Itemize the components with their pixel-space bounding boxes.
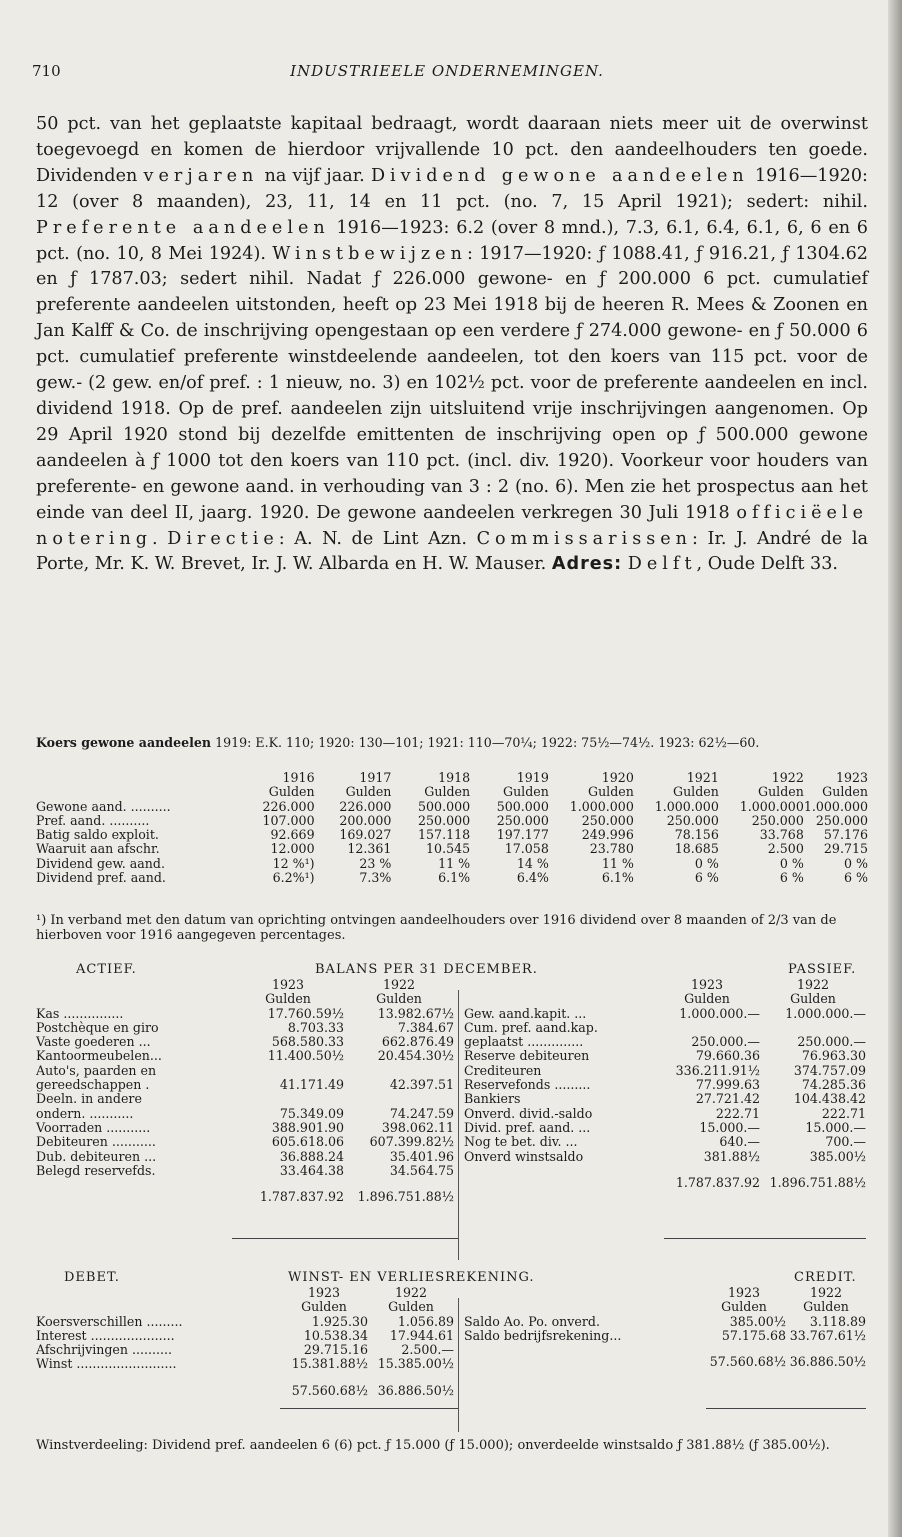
stats-cell: 250.000 xyxy=(418,812,471,828)
table-row xyxy=(36,1329,454,1343)
stats-cell: 12.000 xyxy=(270,841,315,857)
activa-value-1922: 398.062.11 xyxy=(381,1119,454,1135)
stats-cell: 12.361 xyxy=(347,841,392,857)
debet-spacer-cell xyxy=(36,1372,454,1384)
activa-row-label: Kantoormeubelen... xyxy=(36,1048,162,1064)
table-row xyxy=(464,1078,866,1092)
passiva-year: 1923 xyxy=(690,977,724,992)
body-run: . xyxy=(152,528,168,549)
stats-cell: 250.000 xyxy=(581,812,634,828)
stats-cell: 250.000 xyxy=(666,812,719,828)
stats-cell: 11 % xyxy=(601,855,634,871)
debet-value-1923: 15.381.88½ xyxy=(291,1356,368,1372)
debet-row-label: Koersverschillen ......... xyxy=(36,1313,183,1329)
stats-unit: Gulden xyxy=(424,784,471,800)
stats-cell: 0 % xyxy=(694,855,719,871)
passiva-unit: Gulden xyxy=(684,991,730,1007)
credit-total-label xyxy=(464,1355,702,1369)
table-row xyxy=(464,1107,866,1121)
stats-cell: 1.000.000 xyxy=(803,798,868,814)
stats-cell: 197.177 xyxy=(496,827,549,843)
spaced-term: Winstbewijzen xyxy=(272,243,467,264)
table-row xyxy=(36,1357,454,1371)
passiva-value-1922: 1.000.000.— xyxy=(785,1005,866,1021)
passiva-value-1922: 222.71 xyxy=(821,1105,866,1121)
address-street: , Oude Delft 33. xyxy=(696,554,839,575)
balans-title: BALANS PER 31 DECEMBER. xyxy=(315,962,538,977)
table-row xyxy=(464,1150,866,1164)
wv-credit-table xyxy=(464,1286,866,1369)
stats-unit: Gulden xyxy=(268,784,315,800)
wv-debet-total-rule xyxy=(280,1408,458,1409)
table-row xyxy=(36,1064,454,1078)
credit-corner xyxy=(464,1300,702,1314)
stats-row-label: Waaruit aan afschr. xyxy=(36,841,160,857)
table-row xyxy=(36,857,868,871)
credit-unit-row xyxy=(464,1300,866,1314)
balans-divider xyxy=(458,990,459,1260)
balans-passiva-table xyxy=(464,978,866,1190)
activa-value-1922: 662.876.49 xyxy=(381,1034,454,1050)
wv-divider xyxy=(458,1298,459,1432)
stats-cell: 6.4% xyxy=(516,870,549,886)
passiva-total-label xyxy=(464,1176,654,1190)
activa-value-1922: 607.399.82½ xyxy=(369,1134,454,1150)
body-run: na vijf jaar. xyxy=(258,165,371,186)
spaced-term: Commissarissen xyxy=(476,528,692,549)
activa-value-1923: 568.580.33 xyxy=(271,1034,344,1050)
activa-row-label: Vaste goederen ... xyxy=(36,1034,151,1050)
stats-cell: 2.500 xyxy=(767,841,804,857)
activa-row-label: Postchèque en giro xyxy=(36,1019,159,1035)
activa-year: 1922 xyxy=(382,977,416,992)
passiva-total-1923: 1.787.837.92 xyxy=(675,1174,760,1190)
stats-cell: 29.715 xyxy=(823,841,868,857)
body-run: : A. N. de Lint Azn. xyxy=(278,528,477,549)
stats-cell: 169.027 xyxy=(339,827,392,843)
table-row xyxy=(464,1064,866,1078)
passiva-row-label: Reserve debiteuren xyxy=(464,1048,590,1064)
activa-value-1923: 8.703.33 xyxy=(287,1019,344,1035)
activa-row-label: Kas ............... xyxy=(36,1005,124,1021)
table-row xyxy=(464,1021,866,1035)
activa-empty xyxy=(344,1092,454,1106)
stats-cell: 250.000 xyxy=(496,812,549,828)
activa-row-label: ondern. ........... xyxy=(36,1105,134,1121)
financial-statistics-table xyxy=(36,771,868,885)
body-run: : Ir. J. André de la Porte, Mr. K. W. Brevet, Ir. J. W. Albarda en H. W. Mauser. xyxy=(36,528,868,575)
debet-value-1922: 15.385.00½ xyxy=(377,1356,454,1372)
passiva-value-1922: 250.000.— xyxy=(797,1034,866,1050)
activa-value-1922: 35.401.96 xyxy=(389,1148,454,1164)
stats-cell: 12 %¹) xyxy=(272,855,315,871)
stats-year: 1922 xyxy=(771,770,804,785)
debet-total-row xyxy=(36,1384,454,1398)
stats-cell: 18.685 xyxy=(674,841,719,857)
passiva-value-1923: 250.000.— xyxy=(691,1034,760,1050)
credit-row-label: Saldo Ao. Po. onverd. xyxy=(464,1313,600,1329)
stats-row-label: Dividend pref. aand. xyxy=(36,870,166,886)
activa-row-label: Debiteuren ........... xyxy=(36,1134,156,1150)
passiva-value-1923: 640.— xyxy=(719,1134,760,1150)
stats-cell: 6 % xyxy=(779,870,804,886)
debet-total-1922: 36.886.50½ xyxy=(377,1382,454,1398)
wv-credit-total-rule xyxy=(706,1408,866,1409)
passiva-row-label: Gew. aand.kapit. ... xyxy=(464,1005,587,1021)
stats-year: 1920 xyxy=(601,770,634,785)
table-row xyxy=(36,1315,454,1329)
passiva-row-label: geplaatst .............. xyxy=(464,1034,584,1050)
debet-year: 1922 xyxy=(394,1285,428,1300)
passiva-corner xyxy=(464,978,654,992)
passiva-value-1923: 381.88½ xyxy=(703,1148,760,1164)
stats-cell: 6.2%¹) xyxy=(272,870,315,886)
balans-activa-total-rule xyxy=(232,1238,458,1239)
table-row xyxy=(36,1035,454,1049)
stats-year: 1917 xyxy=(359,770,392,785)
table-row xyxy=(36,842,868,856)
table-row xyxy=(36,828,868,842)
debet-total-1923: 57.560.68½ xyxy=(291,1382,368,1398)
stats-unit-row xyxy=(36,785,868,799)
table-row xyxy=(464,1092,866,1106)
passiva-row-label: Nog te bet. div. ... xyxy=(464,1134,578,1150)
stats-cell: 78.156 xyxy=(674,827,719,843)
credit-total-1923: 57.560.68½ xyxy=(709,1354,786,1370)
table-row xyxy=(36,1049,454,1063)
passiva-value-1923: 79.660.36 xyxy=(695,1048,760,1064)
balans-actief-title: ACTIEF. xyxy=(76,962,137,977)
debet-unit: Gulden xyxy=(388,1299,434,1315)
credit-total-1922: 36.886.50½ xyxy=(789,1354,866,1370)
balans-passief-title: PASSIEF. xyxy=(788,962,857,977)
activa-grid xyxy=(36,978,454,1204)
stats-cell: 107.000 xyxy=(262,812,315,828)
passiva-value-1923: 15.000.— xyxy=(699,1119,760,1135)
debet-row-label: Winst ......................... xyxy=(36,1356,177,1372)
table-row xyxy=(464,1035,866,1049)
stats-cell: 6.1% xyxy=(438,870,471,886)
stats-cell: 33.768 xyxy=(759,827,804,843)
passiva-row-label: Crediteuren xyxy=(464,1062,542,1078)
passiva-value-1923: 27.721.42 xyxy=(695,1091,760,1107)
credit-value-1922: 33.767.61½ xyxy=(789,1327,866,1343)
credit-unit: Gulden xyxy=(803,1299,849,1315)
activa-year-row xyxy=(36,978,454,992)
stats-corner xyxy=(36,785,238,799)
balans-activa-table xyxy=(36,978,454,1204)
stats-cell: 157.118 xyxy=(418,827,471,843)
credit-value-1923: 57.175.68 xyxy=(721,1327,786,1343)
stats-row-label: Dividend gew. aand. xyxy=(36,855,165,871)
passiva-row-label: Bankiers xyxy=(464,1091,521,1107)
stats-cell: 17.058 xyxy=(504,841,549,857)
spaced-term: Directie xyxy=(167,528,279,549)
activa-value-1922: 42.397.51 xyxy=(389,1077,454,1093)
debet-value-1923: 29.715.16 xyxy=(303,1342,368,1358)
debet-grid xyxy=(36,1286,454,1398)
wv-title: WINST- EN VERLIESREKENING. xyxy=(288,1270,535,1285)
passiva-empty xyxy=(654,1021,760,1035)
stats-cell: 14 % xyxy=(516,855,549,871)
credit-grid xyxy=(464,1286,866,1369)
stats-cell: 0 % xyxy=(844,855,868,871)
activa-value-1923: 41.171.49 xyxy=(279,1077,344,1093)
stats-unit: Gulden xyxy=(822,784,868,800)
wv-debet-title: DEBET. xyxy=(64,1270,120,1285)
koers-label: Koers gewone aandeelen xyxy=(36,735,212,750)
spaced-term: Preferente aandeelen xyxy=(36,217,330,238)
passiva-value-1922: 15.000.— xyxy=(805,1119,866,1135)
passiva-value-1922: 374.757.09 xyxy=(793,1062,866,1078)
passiva-year: 1922 xyxy=(796,977,830,992)
debet-total-label xyxy=(36,1384,280,1398)
body-run: : 1917—1920: ƒ 1088.41, ƒ 916.21, ƒ 1304.62 en ƒ 1787.03; sedert nihil. Nadat ƒ 226.000 gewone- en ƒ 200.000 6 pct. cumulatief preferente aandeelen uitstonden, heeft op 23 Mei 1918 bij de heeren R. Mees & Zoonen en Jan Kalff & Co. de inschrijving opengestaan op een verdere ƒ 274.000 gewone- en ƒ 50.000 6 pct. cumulatief preferente winstdeelende aandeelen, tot den koers van 115 pct. voor de gew.- (2 gew. en/of pref. : 1 nieuw, no. 3) en 102½ pct. voor de preferente aandeelen en incl. dividend 1918. Op de pref. aandeelen zijn uitsluitend vrije inschrijvingen aangenomen. Op 29 April 1920 stond bij dezelfde emittenten de inschrijving open op ƒ 500.000 gewone aandeelen à ƒ 1000 tot den koers van 110 pct. (incl. div. 1920). Voorkeur voor houders van preferente- en gewone aand. in verhouding van 3 : 2 (no. 6). Men zie het prospectus aan het einde van deel II, jaarg. 1920. De gewone aandeelen verkregen 30 Juli 1918 xyxy=(36,243,868,523)
running-title: INDUSTRIEELE ONDERNEMINGEN. xyxy=(290,62,604,80)
passiva-row-label: Divid. pref. aand. ... xyxy=(464,1119,591,1135)
debet-value-1922: 2.500.— xyxy=(401,1342,454,1358)
stats-cell: 0 % xyxy=(779,855,804,871)
table-row xyxy=(36,1150,454,1164)
stats-cell: 92.669 xyxy=(270,827,315,843)
stats-row-label: Gewone aand. .......... xyxy=(36,798,171,814)
activa-row-label: Dub. debiteuren ... xyxy=(36,1148,157,1164)
stats-cell: 250.000 xyxy=(815,812,868,828)
passiva-row-label: Onverd winstsaldo xyxy=(464,1148,584,1164)
activa-row-label: gereedschappen . xyxy=(36,1077,150,1093)
stats-grid xyxy=(36,771,868,885)
stats-year-row xyxy=(36,771,868,785)
credit-value-1922: 3.118.89 xyxy=(809,1313,866,1329)
stats-cell: 226.000 xyxy=(339,798,392,814)
activa-empty xyxy=(344,1064,454,1078)
activa-corner xyxy=(36,978,232,992)
credit-value-1923: 385.00½ xyxy=(729,1313,786,1329)
debet-row-label: Afschrijvingen .......... xyxy=(36,1342,173,1358)
debet-row-label: Interest ..................... xyxy=(36,1327,175,1343)
address-label: Adres: xyxy=(551,554,623,575)
debet-year: 1923 xyxy=(307,1285,341,1300)
debet-value-1923: 1.925.30 xyxy=(311,1313,368,1329)
table-row xyxy=(464,1135,866,1149)
credit-row-label: Saldo bedrijfsrekening... xyxy=(464,1327,622,1343)
table-row xyxy=(36,1021,454,1035)
koers-values: 1919: E.K. 110; 1920: 130—101; 1921: 110—70¼; 1922: 75½—74½. 1923: 62½—60. xyxy=(211,735,760,750)
passiva-value-1922: 385.00½ xyxy=(809,1148,866,1164)
activa-value-1923: 388.901.90 xyxy=(271,1119,344,1135)
table-row xyxy=(36,1121,454,1135)
activa-value-1923: 17.760.59½ xyxy=(267,1005,344,1021)
table-row xyxy=(464,1329,866,1343)
table-row xyxy=(36,1092,454,1106)
activa-value-1922: 13.982.67½ xyxy=(377,1005,454,1021)
activa-unit: Gulden xyxy=(376,991,422,1007)
debet-value-1923: 10.538.34 xyxy=(303,1327,368,1343)
passiva-total-1922: 1.896.751.88½ xyxy=(769,1174,866,1190)
table-row xyxy=(464,1315,866,1329)
debet-unit: Gulden xyxy=(301,1299,347,1315)
stats-cell: 57.176 xyxy=(823,827,868,843)
body-run: 1916—1920: 12 (over 8 maanden), 23, 11, 14 en 11 pct. (no. 7, 15 April 1921); sedert: nihil. xyxy=(36,165,868,212)
stats-cell: 1.000.000 xyxy=(654,798,719,814)
passiva-row-label: Cum. pref. aand.kap. xyxy=(464,1019,598,1035)
stats-row-label: Pref. aand. .......... xyxy=(36,812,150,828)
debet-value-1922: 1.056.89 xyxy=(397,1313,454,1329)
activa-unit-row xyxy=(36,992,454,1006)
activa-empty xyxy=(232,1064,344,1078)
debet-value-1922: 17.944.61 xyxy=(389,1327,454,1343)
stats-unit: Gulden xyxy=(758,784,804,800)
body-run: 1916—1923: 6.2 (over 8 mnd.), 7.3, 6.1, 6.4, 6.1, 6, 6 en 6 pct. (no. 10, 8 Mei 1924). xyxy=(36,217,868,264)
body-run: 50 pct. van het geplaatste kapitaal bedraagt, wordt daaraan niets meer uit de overwinst toegevoegd en komen de hierdoor vrijvallende 10 pct. den aandeelhouders ten goede. Dividenden xyxy=(36,114,868,186)
stats-cell: 6 % xyxy=(694,870,719,886)
stats-cell: 10.545 xyxy=(426,841,471,857)
credit-corner xyxy=(464,1286,702,1300)
activa-value-1923: 75.349.09 xyxy=(279,1105,344,1121)
stats-cell: 11 % xyxy=(438,855,471,871)
activa-corner xyxy=(36,992,232,1006)
activa-row-label: Deeln. in andere xyxy=(36,1091,142,1107)
credit-year: 1922 xyxy=(809,1285,843,1300)
passiva-value-1923: 222.71 xyxy=(715,1105,760,1121)
stats-cell: 23 % xyxy=(359,855,392,871)
table-row xyxy=(464,1049,866,1063)
winstverdeeling-line: Winstverdeeling: Dividend pref. aandeelen 6 (6) pct. ƒ 15.000 (ƒ 15.000); onverdeelde winstsaldo ƒ 381.88½ (ƒ 385.00½). xyxy=(36,1438,830,1453)
stats-cell: 249.996 xyxy=(581,827,634,843)
stats-row-label: Batig saldo exploit. xyxy=(36,827,159,843)
stats-unit: Gulden xyxy=(673,784,719,800)
activa-total-1923: 1.787.837.92 xyxy=(259,1189,344,1205)
debet-corner xyxy=(36,1300,280,1314)
stats-cell: 500.000 xyxy=(418,798,471,814)
activa-row-label: Belegd reservefds. xyxy=(36,1162,156,1178)
activa-value-1922: 74.247.59 xyxy=(389,1105,454,1121)
activa-total-1922: 1.896.751.88½ xyxy=(357,1189,454,1205)
table-row xyxy=(36,1007,454,1021)
activa-unit: Gulden xyxy=(265,991,311,1007)
activa-total-label xyxy=(36,1190,232,1204)
passiva-value-1923: 1.000.000.— xyxy=(679,1005,760,1021)
activa-value-1923: 33.464.38 xyxy=(279,1162,344,1178)
page-number: 710 xyxy=(32,62,61,80)
stats-unit: Gulden xyxy=(588,784,634,800)
activa-total-row xyxy=(36,1190,454,1204)
table-row xyxy=(36,1107,454,1121)
stats-year: 1921 xyxy=(686,770,719,785)
passiva-row-label: Onverd. divid.-saldo xyxy=(464,1105,593,1121)
credit-total-row xyxy=(464,1355,866,1369)
passiva-value-1922: 74.285.36 xyxy=(801,1077,866,1093)
stats-year: 1919 xyxy=(516,770,549,785)
debet-corner xyxy=(36,1286,280,1300)
stats-year: 1918 xyxy=(438,770,471,785)
passiva-value-1923: 336.211.91½ xyxy=(675,1062,760,1078)
stats-cell: 6.1% xyxy=(601,870,634,886)
stats-cell: 7.3% xyxy=(359,870,392,886)
address-city: Delft xyxy=(627,554,697,575)
company-description-paragraph xyxy=(36,112,868,578)
table-row xyxy=(36,814,868,828)
passiva-empty xyxy=(760,1021,866,1035)
credit-year: 1923 xyxy=(727,1285,761,1300)
credit-year-row xyxy=(464,1286,866,1300)
table-row xyxy=(36,871,868,885)
table-row xyxy=(36,800,868,814)
spaced-term: Dividend gewone aandeelen xyxy=(370,165,749,186)
stats-cell: 1.000.000 xyxy=(739,798,804,814)
passiva-value-1922: 700.— xyxy=(825,1134,866,1150)
stats-cell: 6 % xyxy=(844,870,868,886)
stats-cell: 23.780 xyxy=(589,841,634,857)
stats-cell: 226.000 xyxy=(262,798,315,814)
passiva-grid xyxy=(464,978,866,1190)
activa-value-1923: 36.888.24 xyxy=(279,1148,344,1164)
stats-corner xyxy=(36,771,238,785)
table-row xyxy=(36,1164,454,1178)
stats-year: 1916 xyxy=(282,770,315,785)
table-row xyxy=(36,1078,454,1092)
activa-row-label: Voorraden ........... xyxy=(36,1119,151,1135)
statistics-footnote: ¹) In verband met den datum van oprichting ontvingen aandeelhouders over 1916 dividend over 8 maanden of 2/3 van de hierboven voor 1916 aangegeven percentages. xyxy=(36,913,837,943)
page-header xyxy=(32,62,862,84)
activa-value-1923: 11.400.50½ xyxy=(267,1048,344,1064)
passiva-value-1922: 76.963.30 xyxy=(801,1048,866,1064)
passiva-value-1923: 77.999.63 xyxy=(695,1077,760,1093)
stats-unit: Gulden xyxy=(503,784,549,800)
table-row xyxy=(464,1121,866,1135)
activa-value-1922: 20.454.30½ xyxy=(377,1048,454,1064)
share-price-line xyxy=(36,735,868,751)
stats-cell: 500.000 xyxy=(496,798,549,814)
passiva-total-row xyxy=(464,1176,866,1190)
wv-credit-title: CREDIT. xyxy=(794,1270,857,1285)
spaced-term: verjaren xyxy=(143,165,259,186)
stats-unit: Gulden xyxy=(345,784,392,800)
activa-value-1923: 605.618.06 xyxy=(271,1134,344,1150)
table-row xyxy=(36,1135,454,1149)
table-row xyxy=(464,1007,866,1021)
credit-unit: Gulden xyxy=(721,1299,767,1315)
stats-cell: 250.000 xyxy=(751,812,804,828)
passiva-corner xyxy=(464,992,654,1006)
passiva-row-label: Reservefonds ......... xyxy=(464,1077,591,1093)
stats-year: 1923 xyxy=(835,770,868,785)
activa-row-label: Auto's, paarden en xyxy=(36,1062,157,1078)
activa-empty xyxy=(232,1092,344,1106)
activa-value-1922: 34.564.75 xyxy=(389,1162,454,1178)
page-edge-shadow xyxy=(888,0,902,1537)
spaced-term: officiëele notering xyxy=(36,502,868,549)
stats-cell: 1.000.000 xyxy=(569,798,634,814)
debet-spacer xyxy=(36,1372,454,1384)
activa-year: 1923 xyxy=(271,977,305,992)
passiva-value-1922: 104.438.42 xyxy=(793,1091,866,1107)
balans-passiva-total-rule xyxy=(664,1238,866,1239)
wv-debet-table xyxy=(36,1286,454,1398)
table-row xyxy=(36,1343,454,1357)
activa-value-1922: 7.384.67 xyxy=(397,1019,454,1035)
debet-unit-row xyxy=(36,1300,454,1314)
passiva-unit-row xyxy=(464,992,866,1006)
passiva-unit: Gulden xyxy=(790,991,836,1007)
debet-year-row xyxy=(36,1286,454,1300)
passiva-year-row xyxy=(464,978,866,992)
stats-cell: 200.000 xyxy=(339,812,392,828)
